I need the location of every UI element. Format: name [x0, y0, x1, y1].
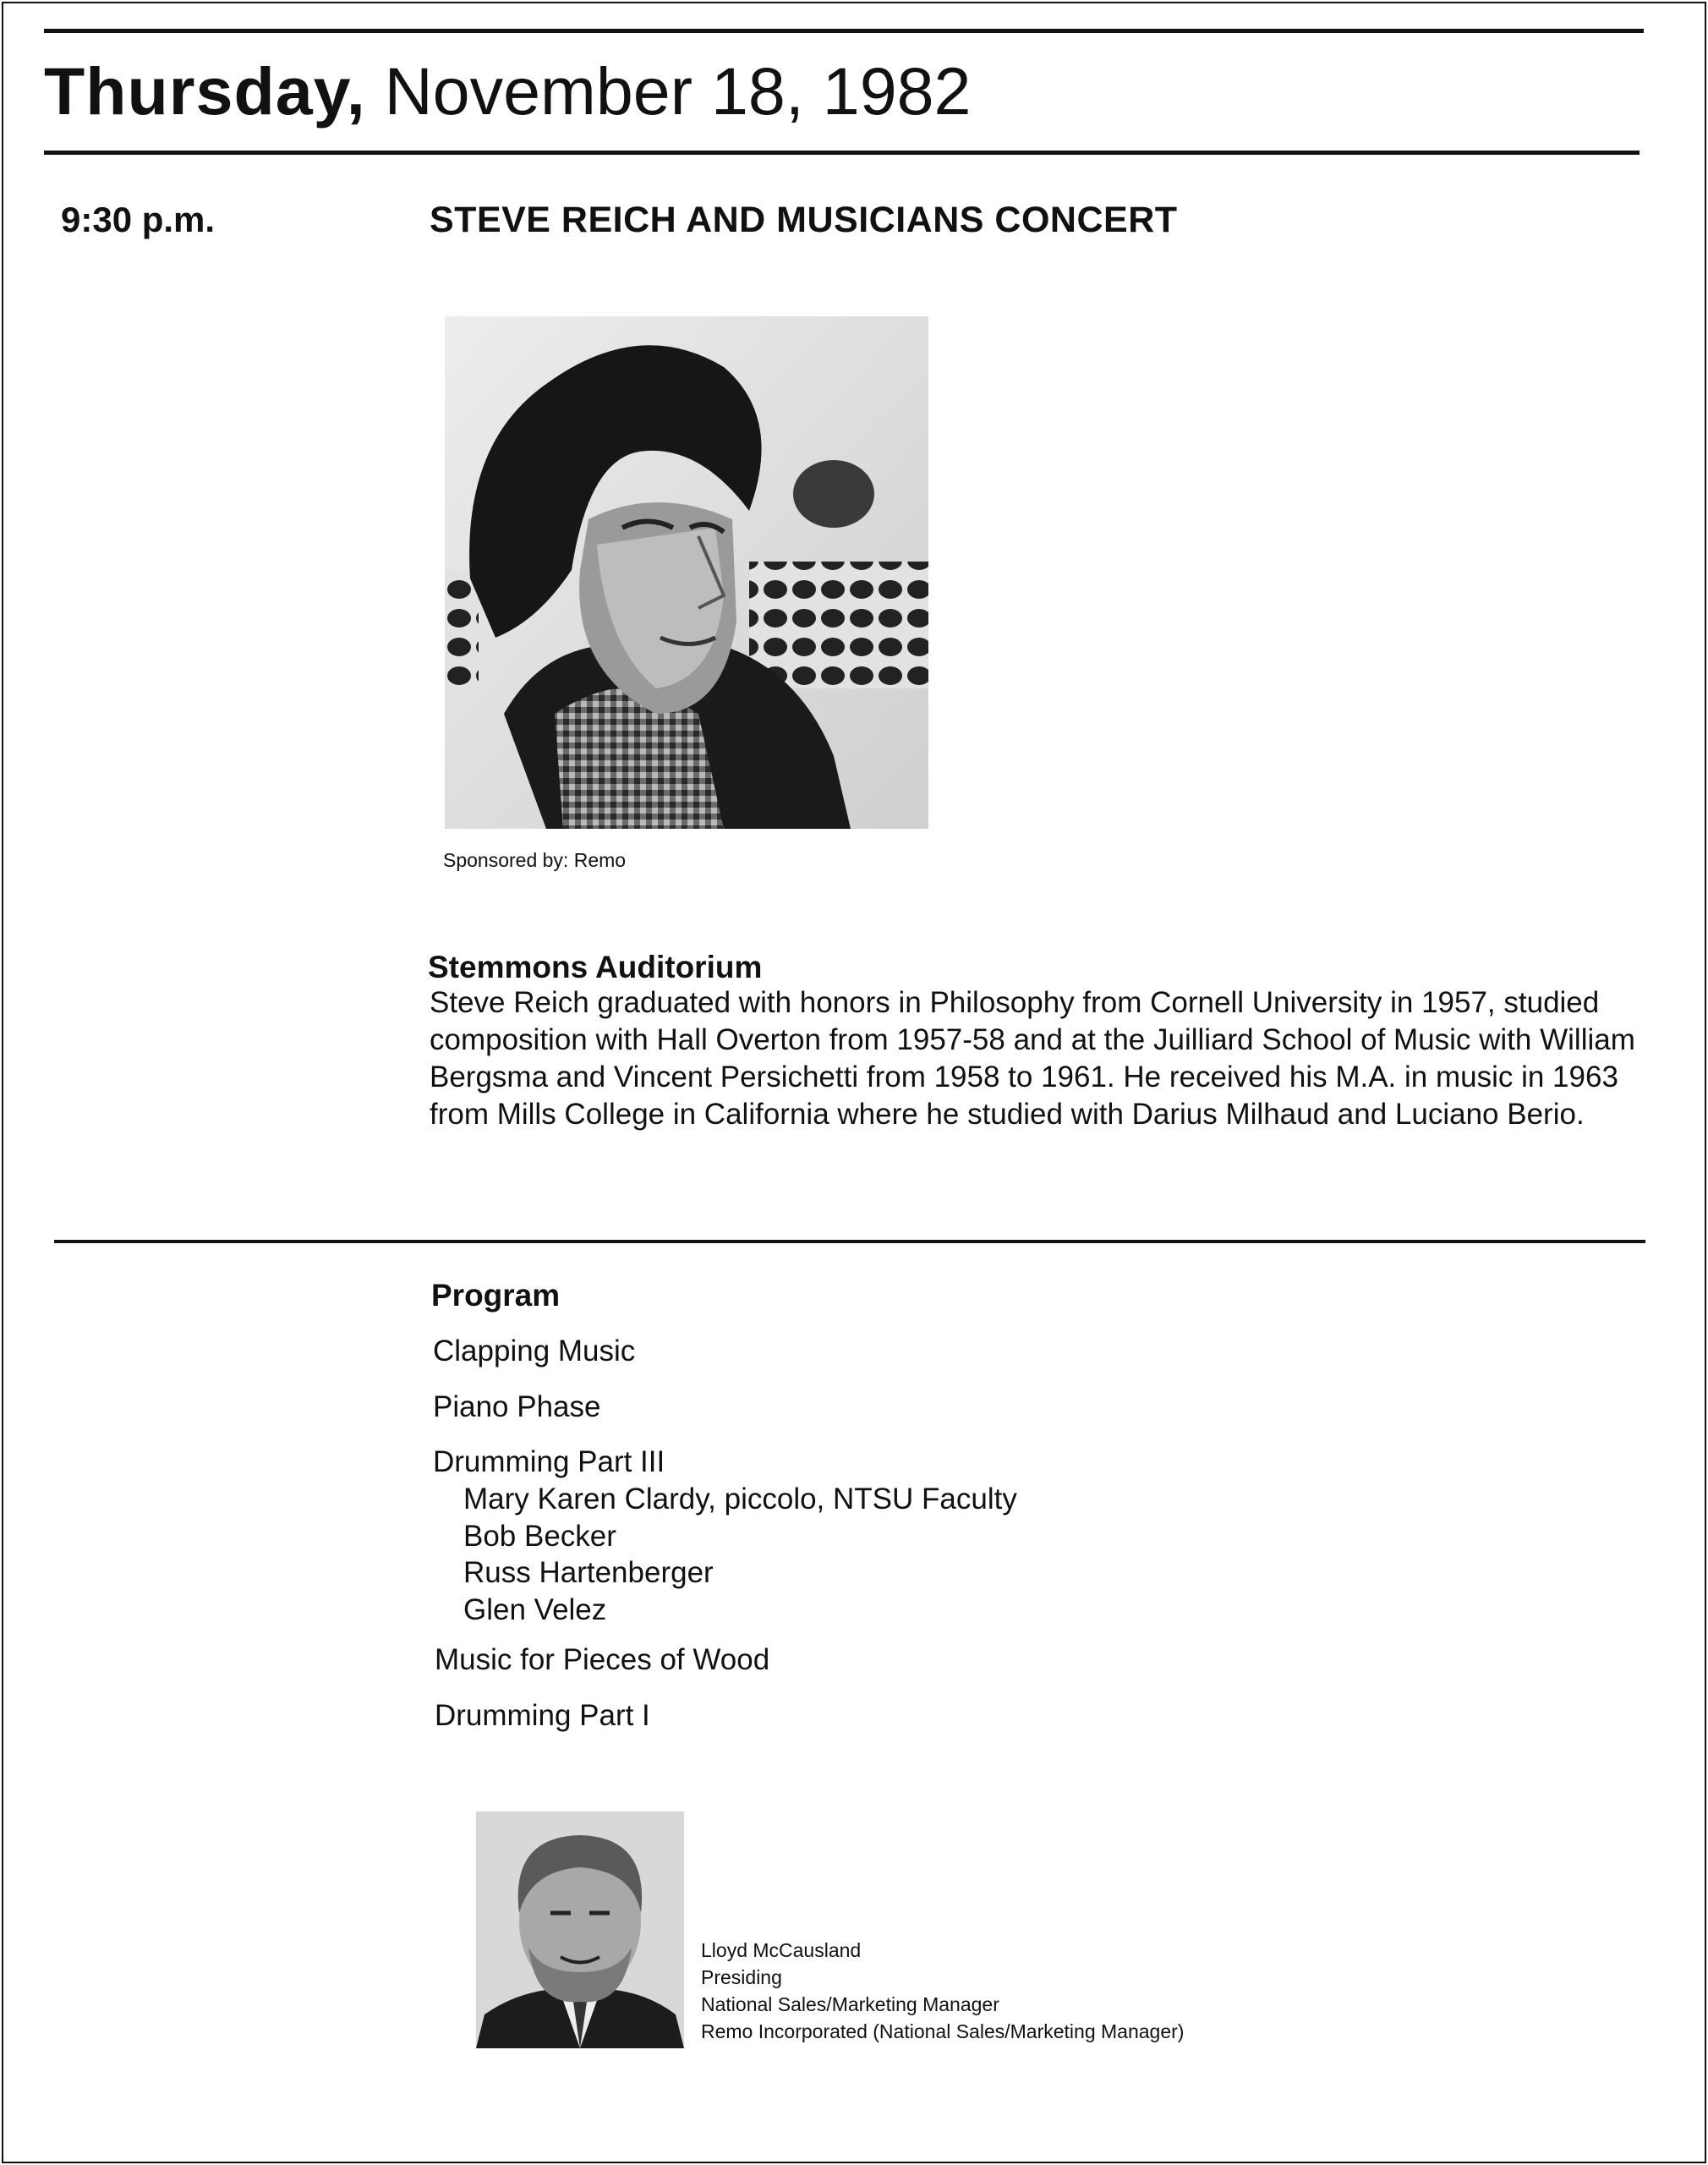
presider-title: National Sales/Marketing Manager: [701, 1993, 999, 2015]
presider-photo: [476, 1811, 684, 2048]
program-item: Music for Pieces of Wood: [435, 1643, 770, 1676]
program-item: Clapping Music: [433, 1335, 636, 1368]
program-item: Drumming Part I: [435, 1699, 650, 1732]
performer-item: Bob Becker: [463, 1520, 616, 1553]
section-rule: [54, 1240, 1645, 1243]
program-heading: Program: [431, 1278, 561, 1313]
performer-item: Glen Velez: [463, 1593, 607, 1626]
page-title: [44, 49, 972, 134]
presider-name: Lloyd McCausland: [701, 1939, 862, 1961]
sponsor-caption: Sponsored by: Remo: [443, 849, 627, 871]
steve-reich-photo: [445, 316, 928, 829]
program-item: Drumming Part III: [433, 1445, 665, 1478]
presider-role: Presiding: [701, 1966, 782, 1988]
event-time: 9:30 p.m.: [61, 200, 216, 239]
presider-company: Remo Incorporated (National Sales/Marketing Manager): [701, 2020, 1185, 2042]
top-rule: [44, 29, 1644, 33]
date: November 18, 1982: [384, 53, 972, 129]
performer-item: Russ Hartenberger: [463, 1556, 714, 1589]
event-title: STEVE REICH AND MUSICIANS CONCERT: [430, 200, 1178, 240]
performer-item: Mary Karen Clardy, piccolo, NTSU Faculty: [463, 1483, 1017, 1516]
program-item: Piano Phase: [433, 1390, 601, 1423]
presider-info: [701, 1937, 1184, 2045]
venue-heading: Stemmons Auditorium: [428, 950, 763, 984]
weekday: Thursday,: [44, 53, 366, 129]
title-rule: [44, 151, 1640, 155]
biography-text: Steve Reich graduated with honors in Philosophy from Cornell University in 1957, studied composition with Hall Overton from 1957-58 and at the Juilliard School of Music with William Bergsma and Vincent Persichetti from 1958 to 1961. He received his M.A. in music in 1963 from Mills College in California where he studied with Darius Milhaud and Luciano Berio.: [430, 986, 1635, 1131]
